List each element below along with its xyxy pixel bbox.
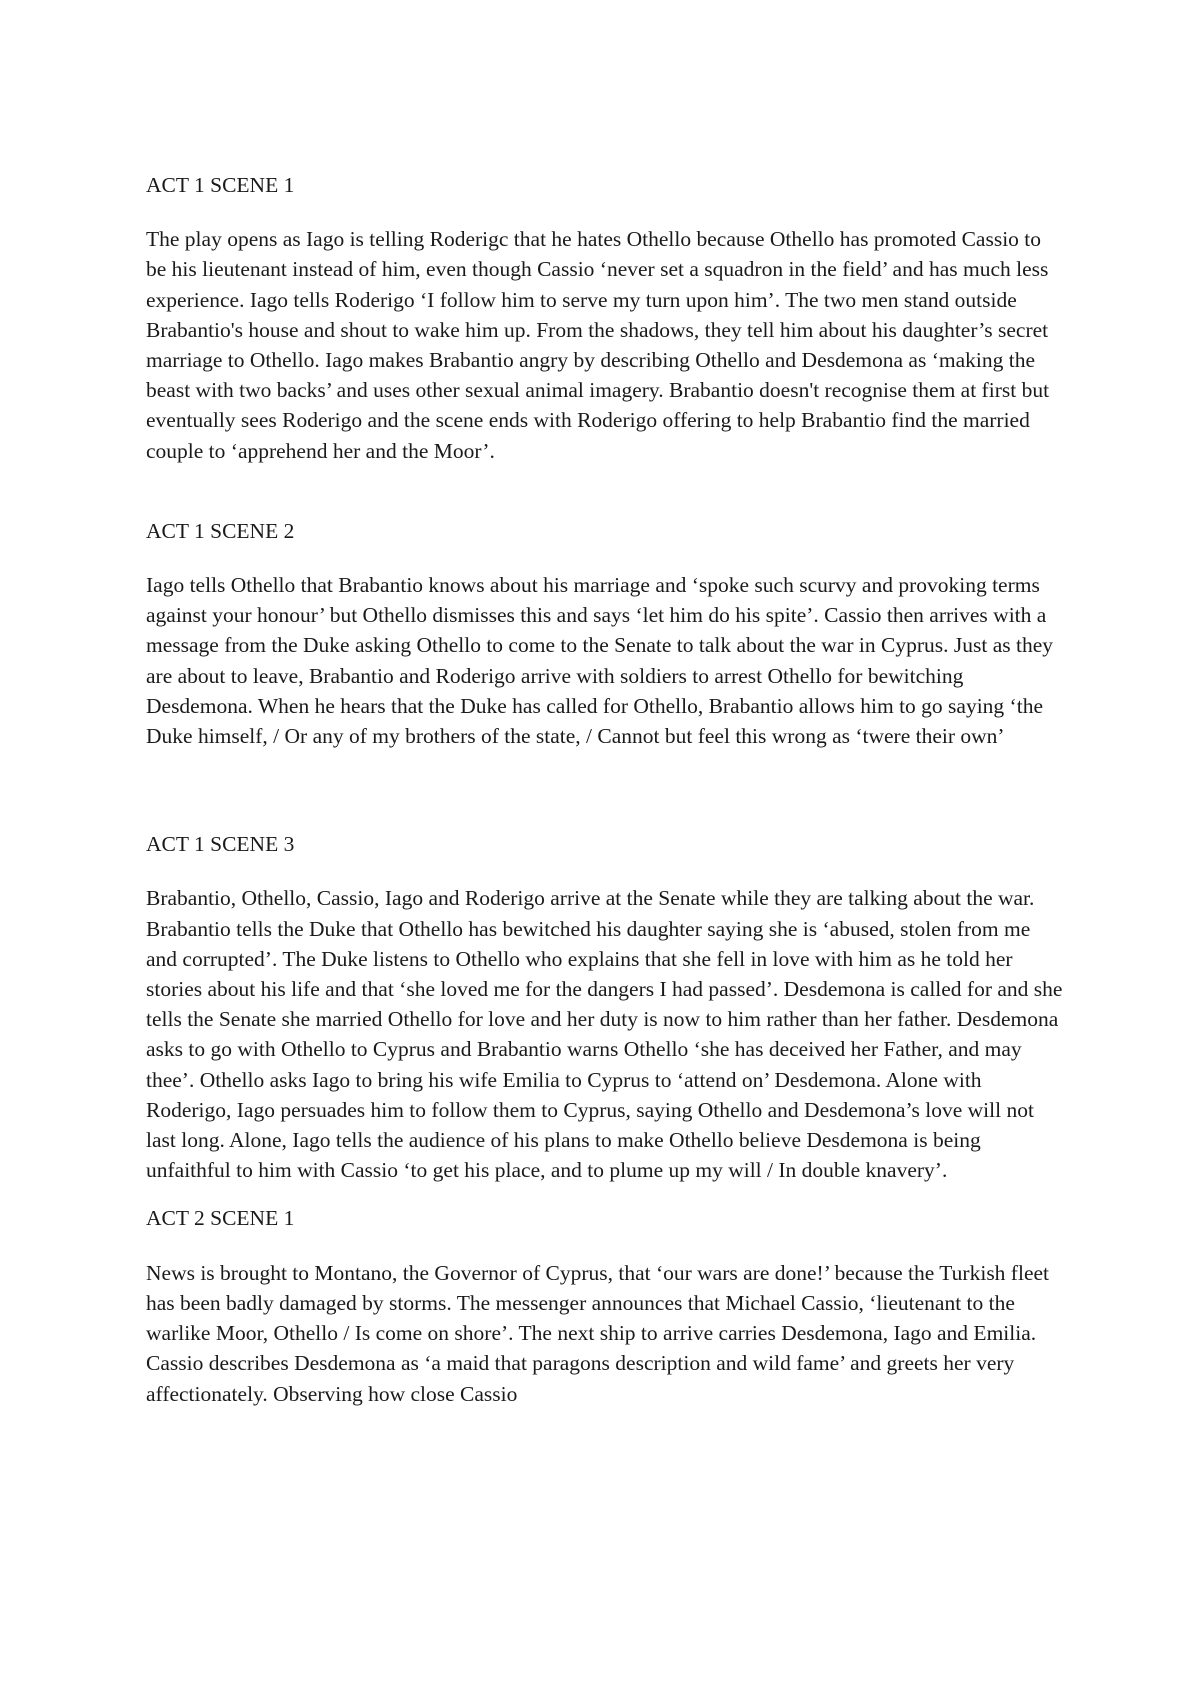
section-body-act1-scene2: Iago tells Othello that Brabantio knows about his marriage and ‘spoke such scurvy and provoking terms against your honour’ but Othello dismisses this and says ‘let him do his spite’. Cassio then arrives with a message from the Duke asking Othello to come to the Senate to talk about the war in Cyprus. Just as they are about to leave, Brabantio and Roderigo arrive with soldiers to arrest Othello for bewitching Desdemona. When he hears that the Duke has called for Othello, Brabantio allows him to go saying ‘the Duke himself, / Or any of my brothers of the state, / Cannot but feel this wrong as ‘twere their own’ <box>146 573 1053 749</box>
section-heading-act2-scene1: ACT 2 SCENE 1 <box>146 1206 295 1231</box>
section-heading-act1-scene1: ACT 1 SCENE 1 <box>146 173 295 197</box>
document-body <box>146 170 1066 1409</box>
section-heading-act1-scene2: ACT 1 SCENE 2 <box>146 518 295 543</box>
section-heading-act1-scene3: ACT 1 SCENE 3 <box>146 832 295 857</box>
section-body-act2-scene1: News is brought to Montano, the Governor of Cyprus, that ‘our wars are done!’ because the Turkish fleet has been badly damaged by storms. The messenger announces that Michael Cassio, ‘lieutenant to the warlike Moor, Othello / Is come on shore’. The next ship to arrive carries Desdemona, Iago and Emilia. Cassio describes Desdemona as ‘a maid that paragons description and wild fame’ and greets her very affectionately. Observing how close Cassio <box>146 1260 1049 1406</box>
section-body-act1-scene1: The play opens as Iago is telling Roderigc that he hates Othello because Othello has promoted Cassio to be his lieutenant instead of him, even though Cassio ‘never set a squadron in the field’ and has much less experience. Iago tells Roderigo ‘I follow him to serve my turn upon him’. The two men stand outside Brabantio's house and shout to wake him up. From the shadows, they tell him about his daughter’s secret marriage to Othello. Iago makes Brabantio angry by describing Othello and Desdemona as ‘making the beast with two backs’ and uses other sexual animal imagery. Brabantio doesn't recognise them at first but eventually sees Roderigo and the scene ends with Roderigo offering to help Brabantio find the married couple to ‘apprehend her and the Moor’. <box>146 227 1050 463</box>
section-body-act1-scene3: Brabantio, Othello, Cassio, Iago and Roderigo arrive at the Senate while they are talking about the war. Brabantio tells the Duke that Othello has bewitched his daughter saying she is ‘abused, stolen from me and corrupted’. The Duke listens to Othello who explains that she fell in love with him as he told her stories about his life and that ‘she loved me for the dangers I had passed’. Desdemona is called for and she tells the Senate she married Othello for love and her duty is now to him rather than her father. Desdemona asks to go with Othello to Cyprus and Brabantio warns Othello ‘she has deceived her Father, and may thee’. Othello asks Iago to bring his wife Emilia to Cyprus to ‘attend on’ Desdemona. Alone with Roderigo, Iago persuades him to follow them to Cyprus, saying Othello and Desdemona’s love will not last long. Alone, Iago tells the audience of his plans to make Othello believe Desdemona is being unfaithful to him with Cassio ‘to get his place, and to plume up my will / In double knavery’. <box>146 886 1063 1183</box>
